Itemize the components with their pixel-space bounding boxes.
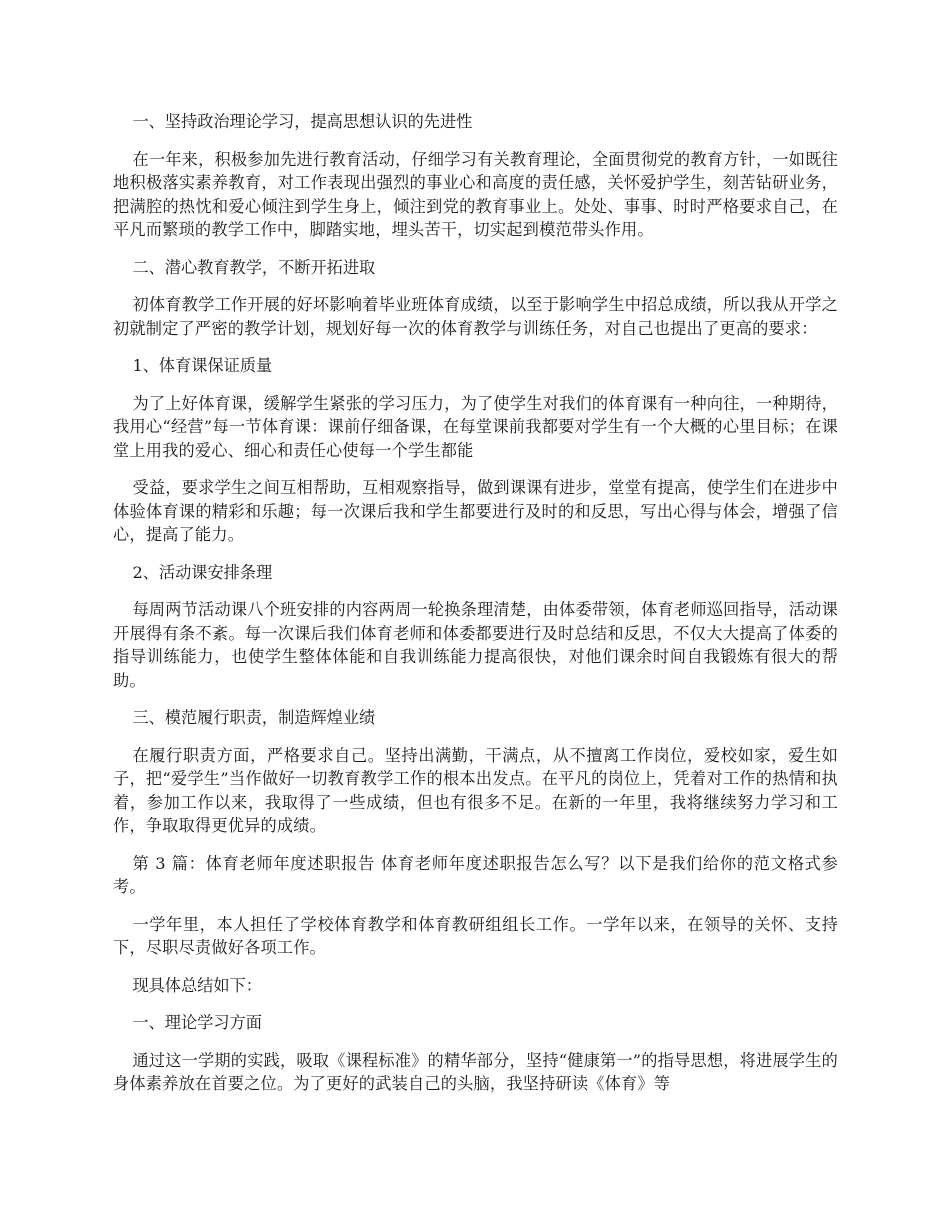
paragraph-political-study: 在一年来，积极参加先进行教育活动，仔细学习有关教育理论，全面贯彻党的教育方针，一如既往地积极落实素养教育，对工作表现出强烈的事业心和高度的责任感，关怀爱护学生，刻苦钻研业务，把满腔的热忱和爱心倾注到学生身上，倾注到党的教育事业上。处处、事事、时时严格要求自己，在平凡而繁琐的教学工作中，脚踏实地，埋头苦干，切实起到模范带头作用。: [113, 149, 838, 239]
document-page: [113, 110, 838, 1110]
section-heading-teaching: 二、潜心教育教学，不断开拓进取: [132, 257, 376, 277]
paragraph-activity-class: 每周两节活动课八个班安排的内容两周一轮换条理清楚，由体委带领，体育老师巡回指导，活动课开展得有条不紊。每一次课后我们体育老师和体委都要进行及时总结和反思，不仅大大提高了体委的指导训练能力，也使学生整体体能和自我训练能力提高很快，对他们课余时间自我锻炼有很大的帮助。: [113, 600, 838, 690]
paragraph-school-year: 一学年里，本人担任了学校体育教学和体育教研组组长工作。一学年以来，在领导的关怀、支持下，尽职尽责做好各项工作。: [113, 914, 838, 957]
section-heading-duty: 三、模范履行职责，制造辉煌业绩: [132, 708, 376, 727]
heading-theory-study: 一、理论学习方面: [132, 1013, 262, 1032]
section-heading-political-study: 一、坚持政治理论学习，提高思想认识的先进性: [132, 112, 473, 131]
subheading-pe-class-quality: 1、体育课保证质量: [132, 356, 273, 375]
paragraph-pe-class: 为了上好体育课，缓解学生紧张的学习压力，为了使学生对我们的体育课有一种向往，一种期待，我用心“经营”每一节体育课：课前仔细备课，在每堂课前我都要对学生有一个大概的心里目标；在课堂上用我的爱心、细心和责任心使每一个学生都能: [113, 393, 838, 460]
heading-summary: 现具体总结如下：: [132, 975, 262, 995]
paragraph-pe-class-benefit: 受益，要求学生之间互相帮助，互相观察指导，做到课课有进步，堂堂有提高，使学生们在进步中体验体育课的精彩和乐趣；每一次课后我和学生都要进行及时的和反思，写出心得与体会，增强了信心，提高了能力。: [113, 478, 838, 544]
paragraph-theory-study: 通过这一学期的实践，吸取《课程标准》的精华部分，坚持“健康第一”的指导思想，将进展学生的身体素养放在首要之位。为了更好的武装自己的头脑，我坚持研读《体育》等: [113, 1050, 838, 1093]
paragraph-duty: 在履行职责方面，严格要求自己。坚持出满勤，干满点，从不擅离工作岗位，爱校如家，爱生如子，把“爱学生”当作做好一切教育教学工作的根本出发点。在平凡的岗位上，凭着对工作的热情和执着，参加工作以来，我取得了一些成绩，但也有很多不足。在新的一年里，我将继续努力学习和工作，争取取得更优异的成绩。: [113, 745, 838, 835]
paragraph-teaching-plan: 初体育教学工作开展的好坏影响着毕业班体育成绩，以至于影响学生中招总成绩，所以我从开学之初就制定了严密的教学计划，规划好每一次的体育教学与训练任务，对自己也提出了更高的要求：: [113, 295, 838, 338]
subheading-activity-class: 2、活动课安排条理: [132, 562, 273, 582]
paragraph-article-3-intro: 第 3 篇：体育老师年度述职报告 体育老师年度述职报告怎么写？以下是我们给你的范文格式参考。: [113, 853, 838, 896]
